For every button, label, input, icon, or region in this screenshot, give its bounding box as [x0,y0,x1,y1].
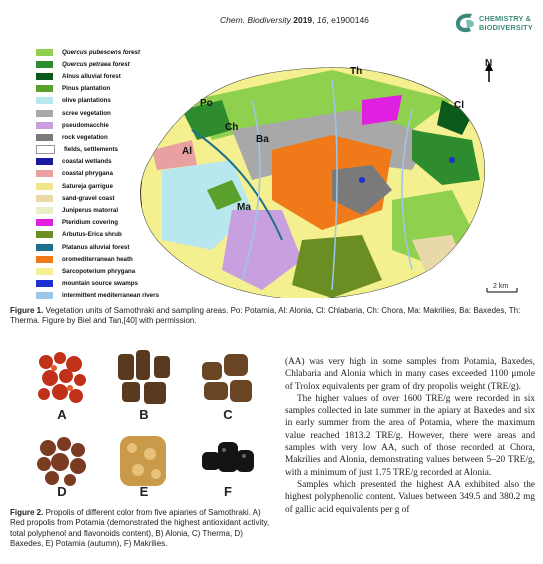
legend-swatch [36,134,53,141]
legend-label: Alnus alluvial forest [62,72,121,80]
legend-swatch [36,256,53,263]
legend-item [36,107,206,119]
legend-item [36,119,206,131]
site-label-th: Th [350,66,363,77]
legend-label: sand-gravel coast [62,194,115,202]
legend-item [36,265,206,277]
legend-label: Quercus petraea forest [62,60,130,68]
photo-label-a: A [57,407,67,422]
legend-label: Sarcopoterium phrygana [62,267,136,275]
legend-swatch [36,85,53,92]
vegetation-map [32,40,520,298]
legend-label: Satureja garrigue [62,182,113,190]
journal-logo [452,10,534,36]
figure-1-text: Vegetation units of Samothraki and sampling areas. Po: Potamia, Al: Alonia, Cl: Chlabaria, Ch: Chora, Ma: Makrilies, Ba: Baxedes, Th: Therma. Figure by Biel and Tan,[40] with permission. [10,306,521,326]
legend-label: fields, settlements [64,146,118,154]
legend-swatch [36,110,53,117]
legend-label: Pinus plantation [62,85,111,93]
photo-label-c: C [223,407,233,422]
north-arrow-label: N [485,58,493,69]
legend-swatch [36,73,53,80]
paragraph-2: The higher values of over 1600 TRE/g were recorded in six samples collected in late summer in the apiary at Baxedes and six in early summer from the area of Potamia, where the maximum value reached 1813.2 TRE/g. However, there were areas and samples with very low AA, such of those recorded at Chora, Makrilies and Alonia, demonstrating values between 5–20 TRE/g, with a minimum of just 1.75 TRE/g recorded at Alonia. [285,393,535,478]
legend-item [36,253,206,265]
legend-swatch [36,61,53,68]
legend-swatch [36,280,53,287]
legend-swatch [36,170,53,177]
journal-citation: Chem. Biodiversity 2019, 16, e1900146 [220,15,369,25]
legend-swatch [36,268,53,275]
body-text [285,356,535,516]
legend-label: intermittent mediterranean rivers [62,292,159,300]
legend-label: olive plantations [62,97,111,105]
map-legend [36,46,206,302]
legend-item [36,229,206,241]
figure-2-caption [10,508,272,549]
legend-label: Platanus alluvial forest [62,243,130,251]
journal-volume: 16 [316,15,327,25]
site-label-ma: Ma [237,202,251,213]
figure-2-label: Figure 2. [10,508,44,517]
legend-label: rock vegetation [62,133,108,141]
site-label-ch: Ch [225,122,239,133]
article-number: e1900146 [331,15,369,25]
legend-swatch [36,231,53,238]
logo-icon [452,10,478,36]
photo-label-b: B [139,407,149,422]
legend-swatch [36,292,53,299]
site-label-po: Po [200,98,213,109]
legend-item [36,204,206,216]
legend-item [36,70,206,82]
legend-label: Arbutus-Erica shrub [62,231,122,239]
legend-item [36,241,206,253]
logo-line-1: CHEMISTRY & [479,14,532,23]
legend-swatch [36,219,53,226]
site-label-al: Al [182,146,192,157]
photo-label-f: F [224,484,232,499]
legend-item [36,290,206,302]
legend-label: Juniperus matorral [62,207,119,215]
legend-swatch [36,158,53,165]
legend-swatch [36,244,53,251]
figure-1-caption [10,306,535,327]
legend-item [36,58,206,70]
legend-label: Quercus pubescens forest [62,48,141,56]
legend-swatch [36,207,53,214]
legend-item [36,156,206,168]
paragraph-3: Samples which presented the highest AA exhibited also the highest polyphenolic content. Values between 349.5 and 380.2 mg of gallic acid equivalents per g of [285,479,535,515]
legend-item [36,95,206,107]
legend-swatch [36,195,53,202]
legend-label: pseudomacchie [62,121,109,129]
logo-line-2: BIODIVERSITY [479,23,533,32]
photo-label-e: E [139,484,149,499]
legend-item [36,180,206,192]
site-label-ba: Ba [256,134,269,145]
figure-1-label: Figure 1. [10,306,44,315]
legend-swatch [36,183,53,190]
legend-label: coastal wetlands [62,158,112,166]
scale-bar-label: 2 km [493,283,509,290]
paragraph-1: (AA) was very high in some samples from Potamia, Baxedes, Chlabaria and Alonia which in many cases exceeded 1100 μmole of Trolox equivalents per gram of dry propolis weight (TRE/g). [285,357,535,392]
legend-item [36,144,206,156]
page-header [0,8,543,42]
legend-label: coastal phrygana [62,170,113,178]
legend-item [36,168,206,180]
propolis-photo-grid [32,348,262,500]
legend-swatch [36,49,53,56]
legend-item [36,217,206,229]
site-label-cl: Cl [454,100,464,111]
legend-item [36,46,206,58]
journal-name: Chem. Biodiversity [220,15,291,25]
legend-item [36,278,206,290]
photo-label-d: D [57,484,67,499]
legend-swatch [36,97,53,104]
legend-swatch [36,145,55,154]
figure-2-text: Propolis of different color from five apiaries of Samothraki. A) Red propolis from Potamia (demonstrated the highest antioxidant activity, total polyphenol and flavonoids content), B) Alonia, C) Therma, D) Baxedes, E) Potamia (autumn), F) Makrilies. [10,508,270,548]
journal-year: 2019 [293,15,313,25]
legend-item [36,192,206,204]
legend-item [36,83,206,95]
legend-swatch [36,122,53,129]
legend-label: mountain source swamps [62,280,138,288]
legend-label: oromediterranean heath [62,255,133,263]
legend-label: scree vegetation [62,109,111,117]
legend-item [36,131,206,143]
legend-label: Pteridium covering [62,219,119,227]
